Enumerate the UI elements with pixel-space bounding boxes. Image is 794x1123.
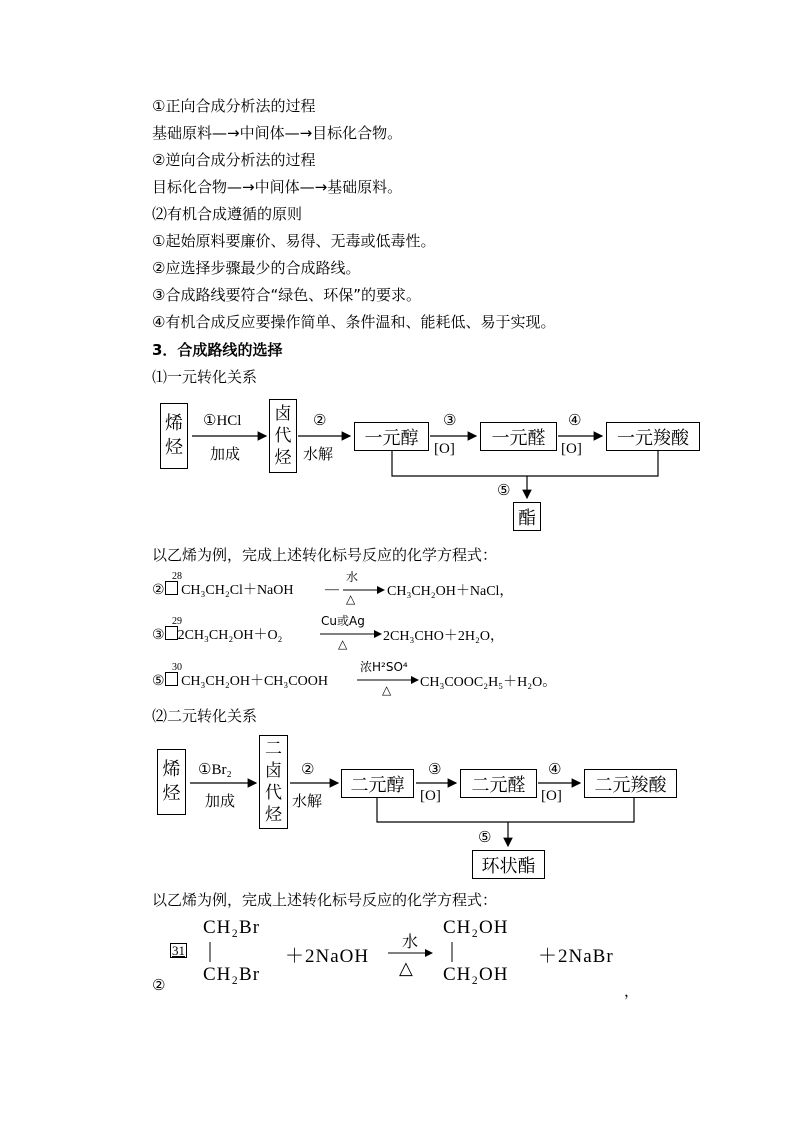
box-ester: 酯	[513, 502, 541, 531]
step1-reagent-2: ①Br₂	[198, 762, 232, 778]
box-dihaloalkane-char-3: 代	[265, 783, 282, 803]
box-monoaldehyde: 一元醛	[480, 422, 557, 451]
equation-2-lhs: CH₃CH₂Cl＋NaOH	[181, 583, 294, 598]
box-dicarboxylic-acid: 二元羧酸	[584, 769, 677, 798]
box-cyclic-ester: 环状酯	[472, 850, 545, 879]
equation-3-rhs: 2CH₃CHO＋2H₂O，	[383, 629, 504, 644]
step3-condition-2: [O]	[420, 788, 441, 804]
equation-5-rhs: CH₃COOC₂H₅＋H₂O。	[420, 675, 557, 690]
text-line-forward-flow: 基础原料—→中间体—→目标化合物。	[152, 124, 403, 142]
equation-5-lhs: CH₃CH₂OH＋CH₃COOH	[181, 674, 328, 689]
box-alkene-2-char-1: 烯	[162, 759, 181, 780]
product-top: CH₂OH	[443, 917, 509, 938]
equation-2-dash: —	[325, 582, 339, 597]
equation-2-condition-top: 水	[346, 570, 359, 584]
equation-31-tail: ，	[624, 984, 640, 1000]
step5-label: ⑤	[497, 481, 511, 499]
subheading-monovalent: ⑴一元转化关系	[152, 368, 258, 386]
reagent-naoh: ＋2NaOH	[285, 946, 370, 967]
step2-condition-2: 水解	[292, 792, 323, 810]
text-line-principle-4: ④有机合成反应要操作简单、条件温和、能耗低、易于实现。	[152, 313, 556, 331]
text-line-principle-3: ③合成路线要符合“绿色、环保”的要求。	[152, 286, 421, 304]
equation-2-condition-bottom: △	[346, 592, 356, 606]
equation-5-condition-top: 浓H²SO⁴	[360, 660, 408, 674]
box-haloalkane-char-2: 代	[274, 426, 292, 446]
text-line-example-2: 以乙烯为例，完成上述转化标号反应的化学方程式：	[152, 891, 498, 909]
step4-condition: [O]	[561, 441, 582, 457]
equation-3-lhs: 2CH₃CH₂OH＋O₂	[177, 628, 283, 643]
box-dihaloalkane-char-1: 二	[265, 739, 282, 759]
box-monocarboxylic-acid: 一元羧酸	[606, 422, 700, 451]
equation-31-condition-bottom: △	[399, 958, 413, 979]
step4-label-2: ④	[548, 760, 562, 778]
equation-31-condition-top: 水	[402, 932, 419, 951]
equation-3-index: ③	[152, 627, 165, 643]
equation-31-index: ②	[152, 976, 166, 994]
box-alkene	[160, 403, 188, 469]
box-dihaloalkane-char-4: 烃	[265, 805, 282, 825]
box-alkene-2-char-2: 烃	[162, 783, 181, 804]
step3-condition: [O]	[434, 441, 455, 457]
equation-31-number: 31	[172, 943, 185, 958]
equation-5-condition-bottom: △	[382, 683, 392, 697]
step1-condition: 加成	[210, 445, 241, 463]
step4-condition-2: [O]	[541, 788, 562, 804]
byproduct-nabr: ＋2NaBr	[538, 946, 614, 967]
text-line-principles-heading: ⑵有机合成遵循的原则	[152, 205, 303, 223]
text-line-principle-2: ②应选择步骤最少的合成路线。	[152, 259, 361, 277]
box-dihaloalkane-char-2: 卤	[265, 761, 282, 781]
step2-condition: 水解	[303, 445, 334, 463]
equation-2-rhs: CH₃CH₂OH＋NaCl，	[387, 584, 514, 599]
step3-label: ③	[443, 411, 457, 429]
step4-label: ④	[568, 411, 582, 429]
box-diol: 二元醇	[341, 769, 414, 798]
equation-3-number: 29	[172, 616, 182, 627]
equation-5	[152, 670, 328, 690]
text-line-reverse-synthesis: ②逆向合成分析法的过程	[152, 151, 316, 169]
equation-3	[152, 624, 282, 644]
box-haloalkane-char-1: 卤	[274, 404, 292, 424]
box-dialdehyde: 二元醛	[460, 769, 537, 798]
equation-2-number: 28	[172, 571, 182, 582]
step2-label: ②	[313, 411, 327, 429]
equation-2	[152, 579, 294, 599]
box-haloalkane	[269, 399, 297, 473]
step2-label-2: ②	[301, 760, 315, 778]
section-heading: 3．合成路线的选择	[152, 341, 283, 359]
step5-label-2: ⑤	[478, 828, 492, 846]
equation-3-condition-bottom: △	[338, 637, 348, 651]
text-line-example-1: 以乙烯为例，完成上述转化标号反应的化学方程式：	[152, 546, 498, 564]
subheading-divalent: ⑵二元转化关系	[152, 707, 258, 725]
text-line-forward-synthesis: ①正向合成分析法的过程	[152, 97, 316, 115]
answer-box	[165, 626, 178, 640]
equation-5-index: ⑤	[152, 673, 165, 689]
answer-box	[165, 672, 178, 686]
reactant-top: CH₂Br	[203, 917, 261, 938]
box-haloalkane-char-3: 烃	[274, 448, 292, 468]
box-alkene-char-2: 烃	[165, 437, 183, 458]
box-alkene-2	[157, 749, 186, 815]
product-bottom: CH₂OH	[443, 964, 509, 985]
equation-3-condition-top: Cu或Ag	[321, 614, 365, 628]
text-line-reverse-flow: 目标化合物—→中间体—→基础原料。	[152, 178, 403, 196]
equation-5-number: 30	[172, 662, 182, 673]
equation-2-index: ②	[152, 582, 165, 598]
box-monohydric-alcohol: 一元醇	[354, 422, 429, 451]
reactant-bottom: CH₂Br	[203, 964, 261, 985]
text-line-principle-1: ①起始原料要廉价、易得、无毒或低毒性。	[152, 232, 436, 250]
box-dihaloalkane	[259, 735, 288, 829]
step1-condition-2: 加成	[205, 792, 236, 810]
box-alkene-char-1: 烯	[165, 413, 183, 434]
step1-reagent: ①HCl	[203, 413, 242, 429]
answer-box	[165, 581, 178, 595]
step3-label-2: ③	[428, 760, 442, 778]
